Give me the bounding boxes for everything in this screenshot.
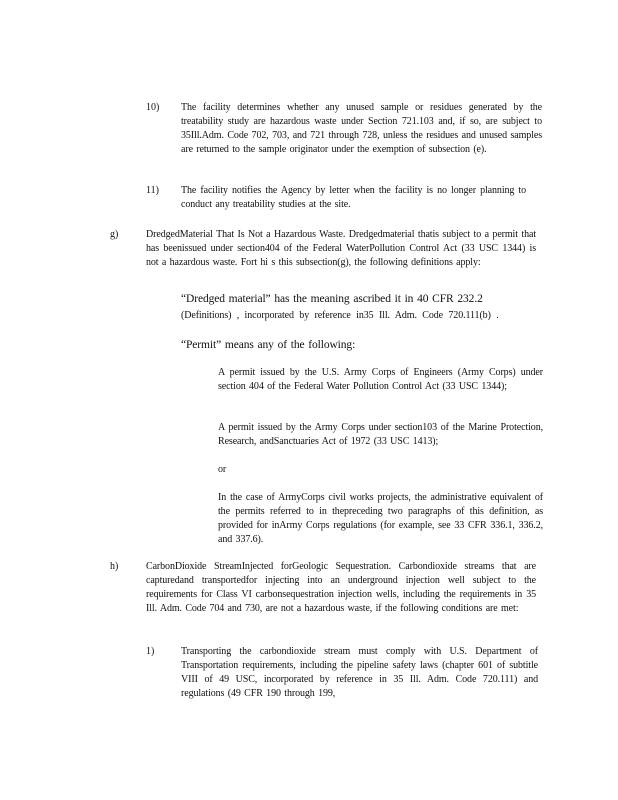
definition-dredged-material-rest: (Definitions) , incorporated by reference in35 Ill. Adm. Code 720.111(b) .: [181, 310, 499, 321]
section-g-marker: g): [110, 229, 119, 240]
item-11-text: The facility notifies the Agency by letter when the facility is no longer planning to conduct any treatability studies at the site.: [181, 185, 526, 210]
permit-definition-b: A permit issued by the Army Corps under section103 of the Marine Protection, Research, andSanctuaries Act of 1972 (33 USC 1413);: [218, 422, 543, 447]
definition-permit-heading: “Permit” means any of the following:: [181, 339, 356, 351]
definition-dredged-material-lead: “Dredged material” has the meaning ascribed it in 40 CFR 232.2: [181, 293, 483, 305]
section-h-item-1-text: Transporting the carbondioxide stream must comply with U.S. Department of Transportation requirements, including the pipeline safety laws (chapter 601 of subtitle VIII of 49 USC, incorporated by reference in 35 Ill. Adm. Code 720.111) and regulations (49 CFR 190 through 199,: [181, 646, 538, 699]
section-h-item-1-marker: 1): [146, 646, 155, 657]
section-h-text: CarbonDioxide StreamInjected forGeologic Sequestration. Carbondioxide streams that are capturedand transportedfor injecting into an underground injection well subject to the requirements for Class VI carbonsequestration injection wells, including the requirements in 35 Ill. Adm. Code 704 and 730, are not a hazardous waste, if the following conditions are met:: [146, 561, 536, 614]
permit-definition-c: In the case of ArmyCorps civil works projects, the administrative equivalent of the permits referred to in thepreceding two paragraphs of this definition, as provided for inArmy Corps regulations (for example, see 33 CFR 336.1, 336.2, and 337.6).: [218, 492, 543, 545]
item-11-marker: 11): [146, 185, 159, 196]
permit-definition-a: A permit issued by the U.S. Army Corps of Engineers (Army Corps) under section 404 of the Federal Water Pollution Control Act (33 USC 1344);: [218, 367, 543, 392]
section-h-marker: h): [110, 561, 119, 572]
section-g-text: DredgedMaterial That Is Not a Hazardous Waste. Dredgedmaterial thatis subject to a permit that has beenissued under section404 of the Federal WaterPollution Control Act (33 USC 1344) is not a hazardous waste. Fort hi s this subsection(g), the following definitions apply:: [146, 229, 536, 268]
permit-definition-or: or: [218, 464, 227, 475]
item-10-text: The facility determines whether any unused sample or residues generated by the treatability study are hazardous waste under Section 721.103 and, if so, are subject to 35Ill.Adm. Code 702, 703, and 721 through 728, unless the residues and unused samples are returned to the sample originator under the exemption of subsection (e).: [181, 102, 542, 155]
item-10-marker: 10): [146, 102, 160, 113]
